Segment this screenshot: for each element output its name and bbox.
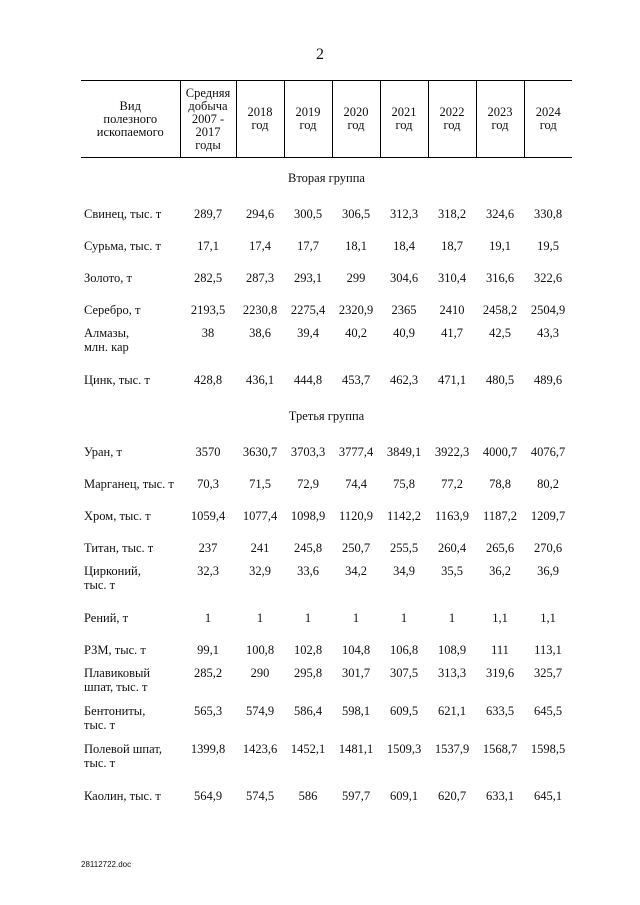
text-line: Хром, тыс. т	[84, 509, 151, 523]
text-line: РЗМ, тыс. т	[84, 643, 146, 657]
mineral-name	[81, 436, 180, 468]
value-cell: 2320,9	[338, 303, 374, 317]
value-cell: 36,2	[489, 564, 511, 578]
value-cell: 106,8	[389, 643, 419, 657]
value-cell: 40,2	[345, 326, 367, 340]
value-cell: 3777,4	[338, 445, 374, 459]
text-line: 2021	[391, 105, 417, 119]
value-cell: 19,5	[537, 239, 559, 253]
value-cell: 1,1	[540, 611, 556, 625]
text-line: Уран, т	[84, 445, 122, 459]
value-cell: 295,8	[293, 666, 323, 680]
value-cell: 462,3	[389, 373, 419, 387]
text-line: добыча	[188, 98, 228, 113]
table-row	[81, 436, 572, 468]
mineral-name	[81, 780, 180, 812]
text-line: Свинец, тыс. т	[84, 207, 162, 221]
header-mineral-type	[81, 81, 180, 158]
value-cell: 35,5	[441, 564, 463, 578]
value-cell: 316,6	[485, 271, 515, 285]
value-cell: 99,1	[197, 643, 219, 657]
text-line: 2022	[439, 105, 465, 119]
text-line: Цирконий,	[84, 564, 141, 578]
value-cell: 32,9	[249, 564, 271, 578]
value-cell: 324,6	[485, 207, 515, 221]
header-year	[428, 81, 476, 158]
table-row	[81, 780, 572, 812]
value-cell: 1452,1	[290, 742, 326, 756]
value-cell: 260,4	[437, 541, 467, 555]
value-cell: 310,4	[437, 271, 467, 285]
value-cell: 325,7	[533, 666, 563, 680]
text-line: Рений, т	[84, 611, 129, 625]
table-row	[81, 634, 572, 666]
value-cell: 4000,7	[482, 445, 518, 459]
table-row	[81, 742, 572, 780]
value-cell: 3630,7	[242, 445, 278, 459]
mineral-name	[81, 294, 180, 326]
table-row	[81, 602, 572, 634]
value-cell: 265,6	[485, 541, 515, 555]
value-cell: 489,6	[533, 373, 563, 387]
value-cell: 3849,1	[386, 445, 422, 459]
text-line: Золото, т	[84, 271, 132, 285]
value-cell: 633,1	[485, 789, 515, 803]
value-cell: 1098,9	[290, 509, 326, 523]
text-line: год	[347, 118, 365, 132]
value-cell: 1142,2	[387, 509, 421, 523]
value-cell: 586	[298, 789, 318, 803]
text-line: 2017	[195, 124, 221, 139]
value-cell: 609,1	[389, 789, 419, 803]
value-cell: 75,8	[393, 477, 415, 491]
value-cell: 453,7	[341, 373, 371, 387]
header-row	[81, 81, 572, 158]
text-line: Плавиковый	[84, 666, 151, 680]
value-cell: 2193,5	[190, 303, 226, 317]
table-row	[81, 364, 572, 396]
value-cell: 72,9	[297, 477, 319, 491]
text-line: полезного	[103, 111, 158, 126]
page-number: 2	[316, 46, 324, 63]
header-year	[332, 81, 380, 158]
value-cell: 1	[256, 611, 264, 625]
value-cell: 1163,9	[435, 509, 469, 523]
text-line: Цинк, тыс. т	[84, 373, 150, 387]
header-year	[284, 81, 332, 158]
header-average-production	[180, 81, 236, 158]
table-row	[81, 500, 572, 532]
text-line: тыс. т	[84, 578, 116, 592]
table-row	[81, 468, 572, 500]
header-year	[236, 81, 284, 158]
value-cell: 43,3	[537, 326, 559, 340]
value-cell: 565,3	[193, 704, 223, 718]
value-cell: 564,9	[193, 789, 223, 803]
text-line: год	[395, 118, 413, 132]
mineral-name	[81, 230, 180, 262]
mineral-name	[81, 564, 180, 602]
text-line: Средняя	[185, 85, 231, 100]
value-cell: 40,9	[393, 326, 415, 340]
text-line: 2024	[535, 105, 561, 119]
value-cell: 287,3	[245, 271, 275, 285]
table-row	[81, 532, 572, 564]
table-row	[81, 326, 572, 364]
value-cell: 3570	[195, 445, 221, 459]
value-cell: 1,1	[492, 611, 508, 625]
text-line: млн. кар	[84, 340, 129, 354]
text-line: Марганец, тыс. т	[84, 477, 174, 491]
value-cell: 38,6	[249, 326, 271, 340]
minerals-production-table	[81, 80, 572, 812]
value-cell: 1187,2	[483, 509, 517, 523]
table-row	[81, 704, 572, 742]
value-cell: 2410	[439, 303, 465, 317]
value-cell: 1423,6	[242, 742, 278, 756]
header-year	[476, 81, 524, 158]
value-cell: 2365	[391, 303, 417, 317]
text-line: Титан, тыс. т	[84, 541, 154, 555]
text-line: тыс. т	[84, 756, 116, 770]
value-cell: 70,3	[197, 477, 219, 491]
table-row	[81, 198, 572, 230]
value-cell: 633,5	[485, 704, 515, 718]
table-row	[81, 230, 572, 262]
value-cell: 34,9	[393, 564, 415, 578]
value-cell: 32,3	[197, 564, 219, 578]
value-cell: 237	[198, 541, 218, 555]
value-cell: 3922,3	[434, 445, 470, 459]
table-row	[81, 294, 572, 326]
value-cell: 1	[204, 611, 212, 625]
value-cell: 285,2	[193, 666, 223, 680]
value-cell: 330,8	[533, 207, 563, 221]
text-line: ископаемого	[96, 124, 164, 139]
value-cell: 294,6	[245, 207, 275, 221]
mineral-name	[81, 666, 180, 704]
value-cell: 102,8	[293, 643, 323, 657]
text-line: Серебро, т	[84, 303, 141, 317]
value-cell: 313,3	[437, 666, 467, 680]
table-row	[81, 262, 572, 294]
mineral-name	[81, 742, 180, 780]
value-cell: 609,5	[389, 704, 419, 718]
value-cell: 1	[304, 611, 312, 625]
value-cell: 78,8	[489, 477, 511, 491]
value-cell: 1537,9	[434, 742, 470, 756]
value-cell: 1	[400, 611, 408, 625]
table-body	[81, 158, 572, 813]
value-cell: 17,4	[249, 239, 271, 253]
text-line: годы	[195, 137, 221, 152]
value-cell: 3703,3	[290, 445, 326, 459]
value-cell: 301,7	[341, 666, 371, 680]
table-row	[81, 666, 572, 704]
value-cell: 104,8	[341, 643, 371, 657]
value-cell: 19,1	[489, 239, 511, 253]
text-line: 2020	[343, 105, 369, 119]
value-cell: 36,9	[537, 564, 559, 578]
value-cell: 300,5	[293, 207, 323, 221]
value-cell: 77,2	[441, 477, 463, 491]
value-cell: 289,7	[193, 207, 223, 221]
value-cell: 293,1	[293, 271, 323, 285]
group-title: Вторая группа	[288, 171, 365, 185]
value-cell: 471,1	[437, 373, 467, 387]
text-line: 2023	[487, 105, 513, 119]
value-cell: 18,7	[441, 239, 463, 253]
value-cell: 597,7	[341, 789, 371, 803]
value-cell: 322,6	[533, 271, 563, 285]
value-cell: 318,2	[437, 207, 467, 221]
value-cell: 444,8	[293, 373, 323, 387]
header-year	[524, 81, 572, 158]
text-line: Полевой шпат,	[84, 742, 162, 756]
value-cell: 299	[346, 271, 366, 285]
text-line: тыс. т	[84, 718, 116, 732]
text-line: Вид	[119, 98, 141, 113]
text-line: год	[251, 118, 269, 132]
value-cell: 621,1	[437, 704, 467, 718]
mineral-name	[81, 500, 180, 532]
value-cell: 1	[448, 611, 456, 625]
value-cell: 282,5	[193, 271, 223, 285]
value-cell: 111	[491, 643, 509, 657]
value-cell: 80,2	[537, 477, 559, 491]
value-cell: 645,1	[533, 789, 563, 803]
value-cell: 574,9	[245, 704, 275, 718]
group-title: Третья группа	[288, 409, 365, 423]
text-line: 2019	[295, 105, 321, 119]
value-cell: 645,5	[533, 704, 563, 718]
value-cell: 33,6	[297, 564, 319, 578]
value-cell: 17,1	[197, 239, 219, 253]
header-year	[380, 81, 428, 158]
value-cell: 41,7	[441, 326, 463, 340]
value-cell: 241	[250, 541, 270, 555]
value-cell: 480,5	[485, 373, 515, 387]
value-cell: 2504,9	[530, 303, 566, 317]
group-heading-row	[81, 158, 572, 199]
value-cell: 18,4	[393, 239, 415, 253]
table-row	[81, 564, 572, 602]
mineral-name	[81, 532, 180, 564]
value-cell: 290	[250, 666, 270, 680]
text-line: Алмазы,	[84, 326, 130, 340]
table-header	[81, 81, 572, 158]
value-cell: 34,2	[345, 564, 367, 578]
value-cell: 270,6	[533, 541, 563, 555]
value-cell: 38	[201, 326, 215, 340]
text-line: Сурьма, тыс. т	[84, 239, 161, 253]
text-line: год	[539, 118, 557, 132]
value-cell: 436,1	[245, 373, 275, 387]
mineral-name	[81, 704, 180, 742]
value-cell: 74,4	[345, 477, 367, 491]
value-cell: 598,1	[341, 704, 371, 718]
value-cell: 1399,8	[190, 742, 226, 756]
text-line: 2018	[247, 105, 273, 119]
text-line: шпат, тыс. т	[84, 680, 148, 694]
value-cell: 255,5	[389, 541, 419, 555]
value-cell: 1059,4	[190, 509, 226, 523]
mineral-name	[81, 326, 180, 364]
document-code: 28112722.doc	[81, 860, 132, 869]
value-cell: 1120,9	[339, 509, 373, 523]
value-cell: 42,5	[489, 326, 511, 340]
value-cell: 304,6	[389, 271, 419, 285]
value-cell: 306,5	[341, 207, 371, 221]
value-cell: 574,5	[245, 789, 275, 803]
value-cell: 1509,3	[386, 742, 422, 756]
value-cell: 1481,1	[338, 742, 374, 756]
mineral-name	[81, 468, 180, 500]
text-line: Каолин, тыс. т	[84, 789, 161, 803]
value-cell: 250,7	[341, 541, 371, 555]
value-cell: 39,4	[297, 326, 319, 340]
value-cell: 245,8	[293, 541, 323, 555]
value-cell: 113,1	[534, 643, 562, 657]
value-cell: 1209,7	[530, 509, 566, 523]
value-cell: 18,1	[345, 239, 367, 253]
text-line: Бентониты,	[84, 704, 146, 718]
value-cell: 319,6	[485, 666, 515, 680]
value-cell: 1	[352, 611, 360, 625]
value-cell: 620,7	[437, 789, 467, 803]
value-cell: 2230,8	[242, 303, 278, 317]
mineral-name	[81, 602, 180, 634]
value-cell: 2275,4	[290, 303, 326, 317]
value-cell: 1598,5	[530, 742, 566, 756]
value-cell: 2458,2	[482, 303, 518, 317]
value-cell: 428,8	[193, 373, 223, 387]
text-line: год	[491, 118, 509, 132]
text-line: год	[299, 118, 317, 132]
value-cell: 312,3	[389, 207, 419, 221]
value-cell: 100,8	[245, 643, 275, 657]
value-cell: 17,7	[297, 239, 319, 253]
value-cell: 307,5	[389, 666, 419, 680]
mineral-name	[81, 364, 180, 396]
text-line: год	[443, 118, 461, 132]
mineral-name	[81, 198, 180, 230]
mineral-name	[81, 262, 180, 294]
value-cell: 1077,4	[242, 509, 278, 523]
value-cell: 71,5	[249, 477, 271, 491]
group-heading-row	[81, 396, 572, 436]
value-cell: 1568,7	[482, 742, 518, 756]
mineral-name	[81, 634, 180, 666]
text-line: 2007 -	[191, 111, 225, 126]
value-cell: 586,4	[293, 704, 323, 718]
value-cell: 4076,7	[530, 445, 566, 459]
value-cell: 108,9	[437, 643, 467, 657]
